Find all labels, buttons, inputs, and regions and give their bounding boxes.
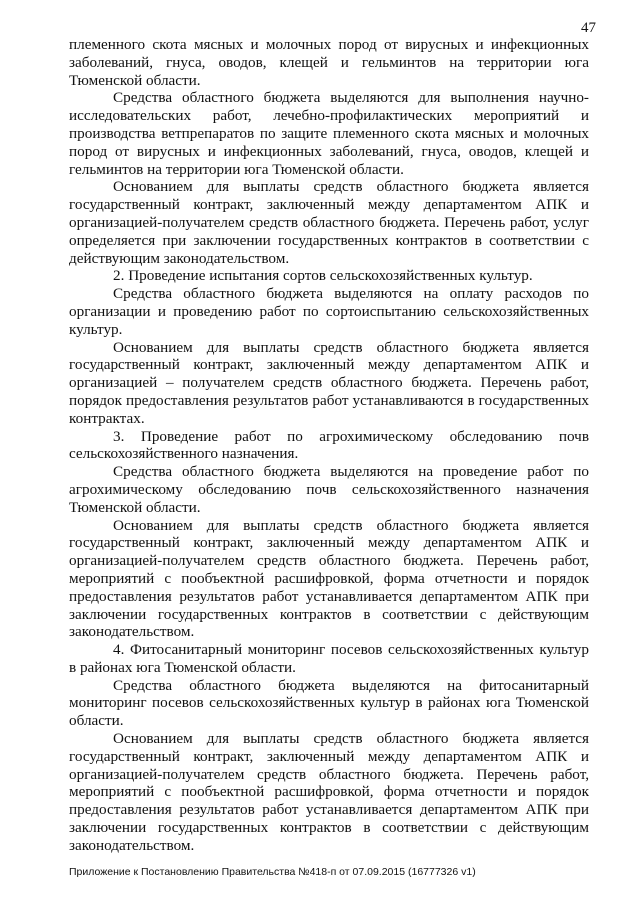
page-number: 47 [581,20,596,36]
section-heading-2: 2. Проведение испытания сортов сельскохозяйственных культур. [113,267,533,285]
paragraph: Основанием для выплаты средств областного бюджета является государственный контракт, заключенный между департаментом АПК и организацией-получателем средств областного бюджета. Перечень работ, услуг определяется при заключении государственных контрактов в соответствии с действующим законодательством. [69,178,589,267]
document-body [69,36,589,855]
paragraph-continuation: племенного скота мясных и молочных пород от вирусных и инфекционных заболеваний, гнуса, оводов, клещей и гельминтов на территории юга Тюменской области. [69,36,589,89]
paragraph: Средства областного бюджета выделяются для выполнения научно-исследовательских работ, лечебно-профилактических мероприятий и производства ветпрепаратов по защите племенного скота мясных и молочных пород от вирусных и инфекционных заболеваний, гнуса, оводов, клещей и гельминтов на территории юга Тюменской области. [69,89,589,178]
paragraph: Основанием для выплаты средств областного бюджета является государственный контракт, заключенный между департаментом АПК и организацией-получателем средств областного бюджета. Перечень работ, мероприятий с пообъектной расшифровкой, форма отчетности и порядок предоставления результатов работ устанавливается департаментом АПК при заключении государственных контрактов в соответствии с действующим законодательством. [69,516,589,641]
document-footer: Приложение к Постановлению Правительства №418-п от 07.09.2015 (16777326 v1) [69,866,476,878]
paragraph: Средства областного бюджета выделяются на фитосанитарный мониторинг посевов сельскохозяйственных культур в районах юга Тюменской области. [69,676,589,730]
paragraph: Основанием для выплаты средств областного бюджета является государственный контракт, заключенный между департаментом АПК и организацией-получателем средств областного бюджета. Перечень работ, мероприятий с пообъектной расшифровкой, форма отчетности и порядок предоставления результатов работ устанавливается департаментом АПК при заключении государственных контрактов в соответствии с действующим законодательством. [69,730,589,854]
section-heading-4: 4. Фитосанитарный мониторинг посевов сельскохозяйственных культур в районах юга Тюменской области. [69,641,589,676]
section-heading-3: 3. Проведение работ по агрохимическому обследованию почв сельскохозяйственного назначения. [69,427,589,463]
paragraph: Основанием для выплаты средств областного бюджета является государственный контракт, заключенный между департаментом АПК и организацией – получателем средств областного бюджета. Перечень работ, порядок предоставления результатов работ устанавливаются в государственных контрактах. [69,338,589,427]
paragraph: Средства областного бюджета выделяются на оплату расходов по организации и проведению работ по сортоиспытанию сельскохозяйственных культур. [69,285,589,338]
paragraph: Средства областного бюджета выделяются на проведение работ по агрохимическому обследованию почв сельскохозяйственного назначения Тюменской области. [69,463,589,516]
